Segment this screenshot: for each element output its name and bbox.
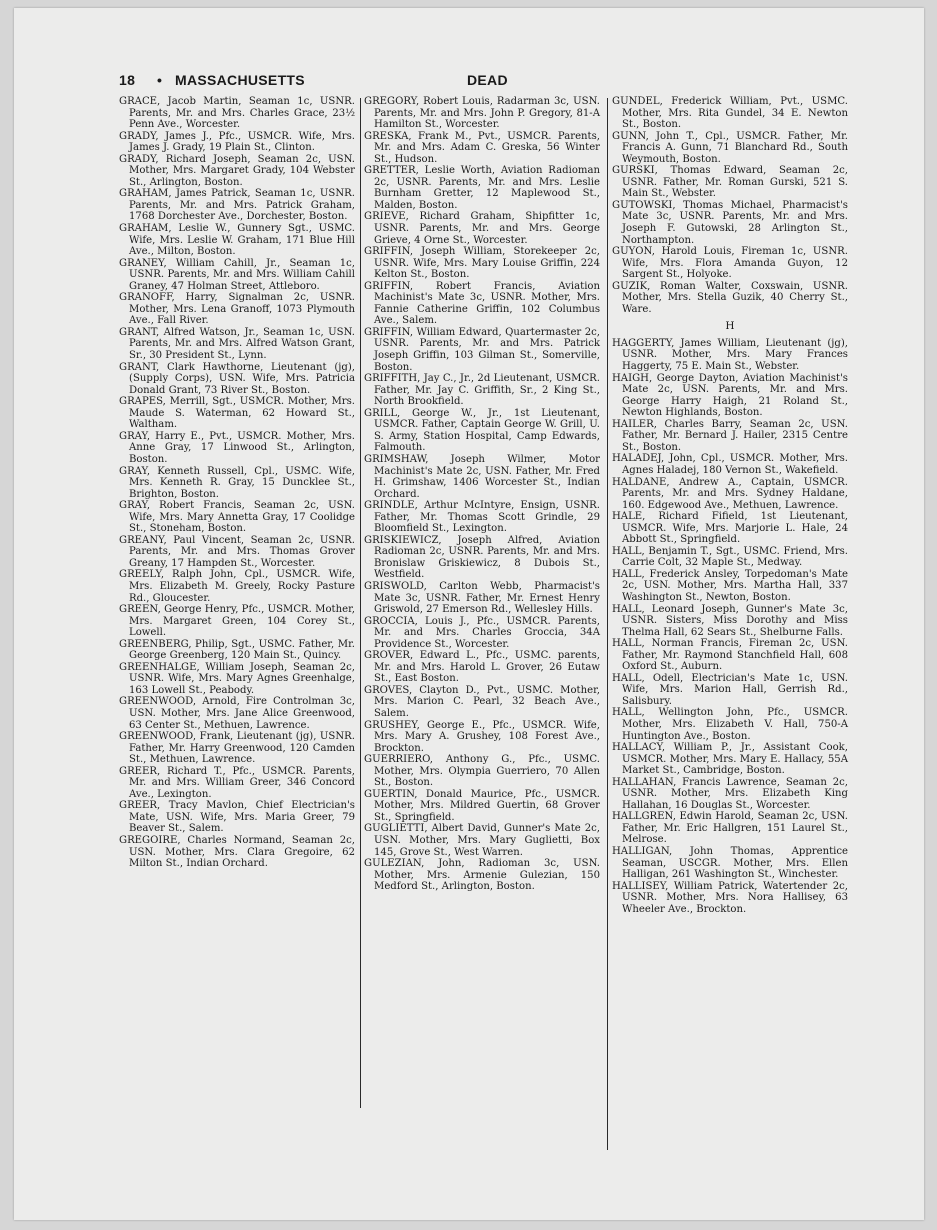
casualty-entry: GREENBERG, Philip, Sgt., USMC. Father, Mr. George Greenberg, 120 Main St., Quincy.: [119, 638, 355, 662]
casualty-entry: GRIEVE, Richard Graham, Shipfitter 1c, USNR. Parents, Mr. and Mrs. George Grieve, 4 Orne St., Worcester.: [364, 211, 600, 246]
casualty-entry: GRAHAM, Leslie W., Gunnery Sgt., USMC. Wife, Mrs. Leslie W. Graham, 171 Blue Hill Ave., Milton, Boston.: [119, 223, 355, 258]
casualty-entry: GUERTIN, Donald Maurice, Pfc., USMCR. Mother, Mrs. Mildred Guertin, 68 Grover St., Springfield.: [364, 788, 600, 823]
casualty-entry: GRAY, Kenneth Russell, Cpl., USMC. Wife, Mrs. Kenneth R. Gray, 15 Duncklee St., Brighton, Boston.: [119, 465, 355, 500]
casualty-entry: HALL, Odell, Electrician's Mate 1c, USN. Wife, Mrs. Marion Hall, Gerrish Rd., Salisbury.: [612, 672, 848, 707]
casualty-entry: GUYON, Harold Louis, Fireman 1c, USNR. Wife, Mrs. Flora Amanda Guyon, 12 Sargent St., Holyoke.: [612, 246, 848, 281]
document-page: [14, 8, 924, 1220]
casualty-entry: HALL, Benjamin T., Sgt., USMC. Friend, Mrs. Carrie Colt, 32 Maple St., Medway.: [612, 545, 848, 569]
column-3-g-entries: [612, 96, 848, 315]
casualty-entry: GRACE, Jacob Martin, Seaman 1c, USNR. Parents, Mr. and Mrs. Charles Grace, 23½ Penn Ave., Worcester.: [119, 96, 355, 131]
casualty-entry: GREER, Richard T., Pfc., USMCR. Parents, Mr. and Mrs. William Greer, 346 Concord Ave., Lexington.: [119, 765, 355, 800]
casualty-entry: GRISWOLD, Carlton Webb, Pharmacist's Mate 3c, USNR. Father, Mr. Ernest Henry Griswold, 27 Emerson Rd., Wellesley Hills.: [364, 580, 600, 616]
casualty-entry: GRAHAM, James Patrick, Seaman 1c, USNR. Parents, Mr. and Mrs. Patrick Graham, 1768 Dorchester Ave., Dorchester, Boston.: [119, 188, 355, 223]
casualty-entry: GROVES, Clayton D., Pvt., USMC. Mother, Mrs. Marion C. Pearl, 32 Beach Ave., Salem.: [364, 684, 600, 719]
casualty-entry: HALE, Richard Fifield, 1st Lieutenant, USMCR. Wife, Mrs. Marjorie L. Hale, 24 Abbott St., Springfield.: [612, 511, 848, 546]
casualty-entry: HALLIGAN, John Thomas, Apprentice Seaman, USCGR. Mother, Mrs. Ellen Halligan, 261 Washington St., Winchester.: [612, 846, 848, 881]
column-3-h-entries: [612, 338, 848, 915]
casualty-entry: GREELY, Ralph John, Cpl., USMCR. Wife, Mrs. Elizabeth M. Greely, Rocky Pasture Rd., Gloucester.: [119, 569, 355, 604]
casualty-entry: GREANY, Paul Vincent, Seaman 2c, USNR. Parents, Mr. and Mrs. Thomas Grover Greany, 17 Hampden St., Worcester.: [119, 534, 355, 569]
casualty-entry: GRISKIEWICZ, Joseph Alfred, Aviation Radioman 2c, USNR. Parents, Mr. and Mrs. Bronislaw Griskiewicz, 8 Dubois St., Westfield.: [364, 534, 600, 581]
casualty-entry: GRIFFITH, Jay C., Jr., 2d Lieutenant, USMCR. Father, Mr. Jay C. Griffith, Sr., 2 King St., North Brookfield.: [364, 373, 600, 408]
column-divider: [360, 98, 361, 1108]
casualty-entry: GRIMSHAW, Joseph Wilmer, Motor Machinist's Mate 2c, USN. Father, Mr. Fred H. Grimshaw, 1406 Worcester St., Indian Orchard.: [364, 453, 600, 500]
casualty-entry: GUGLIETTI, Albert David, Gunner's Mate 2c, USN. Mother, Mrs. Mary Guglietti, Box 145, Grove St., West Warren.: [364, 823, 600, 858]
casualty-entry: GRETTER, Leslie Worth, Aviation Radioman 2c, USNR. Parents, Mr. and Mrs. Leslie Burnham Gretter, 12 Maplewood St., Malden, Boston.: [364, 165, 600, 211]
casualty-entry: HAILER, Charles Barry, Seaman 2c, USN. Father, Mr. Bernard J. Hailer, 2315 Centre St., Boston.: [612, 418, 848, 453]
casualty-entry: GRAY, Robert Francis, Seaman 2c, USN. Wife, Mrs. Mary Annetta Gray, 17 Coolidge St., Stoneham, Boston.: [119, 500, 355, 535]
casualty-entry: GRANOFF, Harry, Signalman 2c, USNR. Mother, Mrs. Lena Granoff, 1073 Plymouth Ave., Fall River.: [119, 292, 355, 327]
casualty-entry: GROCCIA, Louis J., Pfc., USMCR. Parents, Mr. and Mrs. Charles Groccia, 34A Providence St., Worcester.: [364, 615, 600, 650]
casualty-entry: HALL, Wellington John, Pfc., USMCR. Mother, Mrs. Elizabeth V. Hall, 750-A Huntington Ave., Boston.: [612, 707, 848, 742]
casualty-entry: GRADY, Richard Joseph, Seaman 2c, USN. Mother, Mrs. Margaret Grady, 104 Webster St., Arlington, Boston.: [119, 153, 355, 188]
casualty-entry: HALLISEY, William Patrick, Watertender 2c, USNR. Mother, Mrs. Nora Hallisey, 63 Wheeler Ave., Brockton.: [612, 880, 848, 915]
column-divider: [607, 98, 608, 1150]
casualty-entry: GREENWOOD, Arnold, Fire Controlman 3c, USN. Mother, Mrs. Jane Alice Greenwood, 63 Center St., Methuen, Lawrence.: [119, 696, 355, 731]
casualty-entry: GUZIK, Roman Walter, Coxswain, USNR. Mother, Mrs. Stella Guzik, 40 Cherry St., Ware.: [612, 280, 848, 315]
casualty-entry: HAIGH, George Dayton, Aviation Machinist's Mate 2c, USN. Parents, Mr. and Mrs. George Harry Haigh, 21 Roland St., Newton Highlands, Boston.: [612, 372, 848, 419]
casualty-entry: GUNDEL, Frederick William, Pvt., USMC. Mother, Mrs. Rita Gundel, 34 E. Newton St., Boston.: [612, 96, 848, 131]
casualty-entry: GRANEY, William Cahill, Jr., Seaman 1c, USNR. Parents, Mr. and Mrs. William Cahill Graney, 47 Holman Street, Attleboro.: [119, 257, 355, 292]
casualty-entry: GRINDLE, Arthur McIntyre, Ensign, USNR. Father, Mr. Thomas Scott Grindle, 29 Bloomfield St., Lexington.: [364, 500, 600, 535]
casualty-entry: GUTOWSKI, Thomas Michael, Pharmacist's Mate 3c, USNR. Parents, Mr. and Mrs. Joseph F. Gutowski, 28 Arlington St., Northampton.: [612, 199, 848, 246]
header-bullet: •: [157, 72, 163, 88]
status-heading: DEAD: [467, 72, 508, 88]
casualty-entry: GRAPES, Merrill, Sgt., USMCR. Mother, Mrs. Maude S. Waterman, 62 Howard St., Waltham.: [119, 396, 355, 431]
casualty-entry: HALLACY, William P., Jr., Assistant Cook, USMCR. Mother, Mrs. Mary E. Hallacy, 55A Market St., Cambridge, Boston.: [612, 742, 848, 777]
casualty-entry: GRESKA, Frank M., Pvt., USMCR. Parents, Mr. and Mrs. Adam C. Greska, 56 Winter St., Hudson.: [364, 130, 600, 165]
casualty-entry: HALL, Frederick Ansley, Torpedoman's Mate 2c, USN. Mother, Mrs. Martha Hall, 337 Washington St., Newton, Boston.: [612, 568, 848, 603]
casualty-entry: GREGOIRE, Charles Normand, Seaman 2c, USN. Mother, Mrs. Clara Gregoire, 62 Milton St., Indian Orchard.: [119, 835, 355, 870]
section-letter-h: H: [725, 320, 735, 333]
casualty-entry: GRUSHEY, George E., Pfc., USMCR. Wife, Mrs. Mary A. Grushey, 108 Forest Ave., Brockton.: [364, 719, 600, 754]
column-3: [612, 96, 848, 915]
casualty-entry: GRANT, Alfred Watson, Jr., Seaman 1c, USN. Parents, Mr. and Mrs. Alfred Watson Grant, Sr., 30 President St., Lynn.: [119, 326, 355, 362]
casualty-entry: GROVER, Edward L., Pfc., USMC. parents, Mr. and Mrs. Harold L. Grover, 26 Eutaw St., East Boston.: [364, 650, 600, 685]
casualty-entry: GREER, Tracy Mavlon, Chief Electrician's Mate, USN. Wife, Mrs. Maria Greer, 79 Beaver St., Salem.: [119, 800, 355, 835]
casualty-entry: HALL, Leonard Joseph, Gunner's Mate 3c, USNR. Sisters, Miss Dorothy and Miss Thelma Hall, 62 Sears St., Shelburne Falls.: [612, 603, 848, 638]
state-heading: MASSACHUSETTS: [175, 72, 305, 88]
casualty-entry: GRAY, Harry E., Pvt., USMCR. Mother, Mrs. Anne Gray, 17 Linwood St., Arlington, Boston.: [119, 430, 355, 465]
casualty-entry: HALL, Norman Francis, Fireman 2c, USN. Father, Mr. Raymond Stanchfield Hall, 608 Oxford St., Auburn.: [612, 638, 848, 673]
casualty-entry: HALLAHAN, Francis Lawrence, Seaman 2c, USNR. Mother, Mrs. Elizabeth King Hallahan, 16 Douglas St., Worcester.: [612, 776, 848, 811]
casualty-entry: GURSKI, Thomas Edward, Seaman 2c, USNR. Father, Mr. Roman Gurski, 521 S. Main St., Webster.: [612, 165, 848, 200]
casualty-entry: GREGORY, Robert Louis, Radarman 3c, USN. Parents, Mr. and Mrs. John P. Gregory, 81-A Hamilton St., Worcester.: [364, 96, 600, 131]
casualty-entry: HAGGERTY, James William, Lieutenant (jg), USNR. Mother, Mrs. Mary Frances Haggerty, 75 E. Main St., Webster.: [612, 337, 848, 373]
casualty-entry: GRILL, George W., Jr., 1st Lieutenant, USMCR. Father, Captain George W. Grill, U. S. Army, Station Hospital, Camp Edwards, Falmouth.: [364, 407, 600, 454]
casualty-entry: GREENHALGE, William Joseph, Seaman 2c, USNR. Wife, Mrs. Mary Agnes Greenhalge, 163 Lowell St., Peabody.: [119, 661, 355, 696]
casualty-entry: GRIFFIN, Robert Francis, Aviation Machinist's Mate 3c, USNR. Mother, Mrs. Fannie Catherine Griffin, 102 Columbus Ave., Salem.: [364, 280, 600, 327]
column-2: [364, 96, 600, 893]
casualty-entry: HALDANE, Andrew A., Captain, USMCR. Parents, Mr. and Mrs. Sydney Haldane, 160. Edgewood Ave., Methuen, Lawrence.: [612, 476, 848, 511]
casualty-entry: GRADY, James J., Pfc., USMCR. Wife, Mrs. James J. Grady, 19 Plain St., Clinton.: [119, 130, 355, 154]
casualty-entry: GUNN, John T., Cpl., USMCR. Father, Mr. Francis A. Gunn, 71 Blanchard Rd., South Weymouth, Boston.: [612, 130, 848, 165]
column-1: [119, 96, 355, 870]
casualty-entry: GRANT, Clark Hawthorne, Lieutenant (jg), (Supply Corps), USN. Wife, Mrs. Patricia Donald Grant, 73 River St., Boston.: [119, 361, 355, 396]
casualty-entry: GREENWOOD, Frank, Lieutenant (jg), USNR. Father, Mr. Harry Greenwood, 120 Camden St., Methuen, Lawrence.: [119, 731, 355, 766]
casualty-entry: GREEN, George Henry, Pfc., USMCR. Mother, Mrs. Margaret Green, 104 Corey St., Lowell.: [119, 604, 355, 639]
casualty-entry: HALADEJ, John, Cpl., USMCR. Mother, Mrs. Agnes Haladej, 180 Vernon St., Wakefield.: [612, 453, 848, 476]
page-number: 18: [119, 72, 136, 88]
casualty-entry: GRIFFIN, William Edward, Quartermaster 2c, USNR. Parents, Mr. and Mrs. Patrick Joseph Griffin, 103 Gilman St., Somerville, Boston.: [364, 326, 600, 373]
casualty-entry: GRIFFIN, Joseph William, Storekeeper 2c, USNR. Wife, Mrs. Mary Louise Griffin, 224 Kelton St., Boston.: [364, 246, 600, 281]
casualty-entry: GULEZIAN, John, Radioman 3c, USN. Mother, Mrs. Armenie Gulezian, 150 Medford St., Arlington, Boston.: [364, 858, 600, 893]
casualty-entry: HALLGREN, Edwin Harold, Seaman 2c, USN. Father, Mr. Eric Hallgren, 151 Laurel St., Melrose.: [612, 811, 848, 846]
casualty-entry: GUERRIERO, Anthony G., Pfc., USMC. Mother, Mrs. Olympia Guerriero, 70 Allen St., Boston.: [364, 754, 600, 789]
